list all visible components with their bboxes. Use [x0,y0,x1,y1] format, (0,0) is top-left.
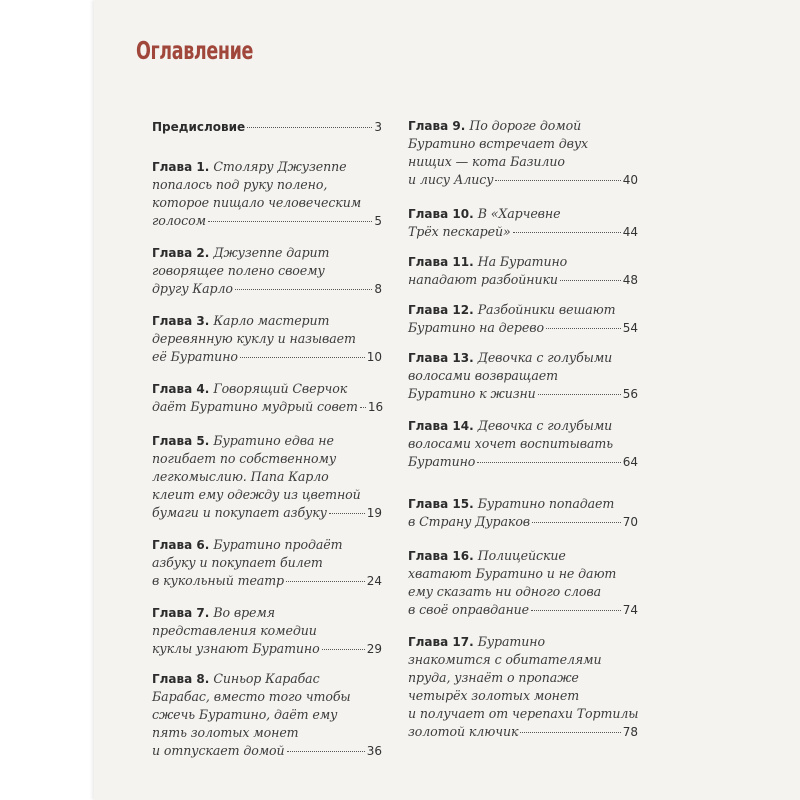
toc-entry [408,349,638,403]
toc-entry-text: представления комедии [152,623,317,638]
toc-entry-text: нищих — кота Базилио [408,154,565,169]
toc-entry [408,117,638,189]
toc-entry-text: Буратино на дерево [408,320,544,335]
toc-entry-lead: Глава 7. [152,606,210,620]
toc-entry [408,417,638,471]
toc-entry-line [408,547,638,565]
toc-entry-line [152,450,382,468]
toc-entry-line [152,432,382,450]
toc-entry-line [408,153,638,171]
book-page [94,0,800,800]
dot-leader [546,328,621,329]
toc-page-number: 19 [366,506,382,520]
toc-entry-text: в своё оправдание [408,602,529,617]
toc-entry-text: четырёх золотых монет [408,688,580,703]
toc-page-number: 54 [622,321,638,335]
toc-entry-text: Буратино [477,634,545,649]
toc-entry-line [152,604,382,622]
dot-leader [208,221,372,222]
toc-page-number: 24 [366,574,382,588]
toc-entry-last-line [408,319,638,337]
toc-entry-text: Трёх пескарей» [408,224,511,239]
toc-page-number: 16 [367,400,384,414]
toc-entry-lead: Глава 11. [408,255,474,269]
toc-entry-text: Буратино встречает двух [408,136,589,151]
toc-entry-last-line [408,513,638,531]
toc-entry-text: в Страну Дураков [408,514,531,529]
toc-entry-text: Буратино [408,454,476,469]
toc-entry-line [408,565,638,583]
toc-entry-text: Буратино едва не [213,433,334,448]
toc-entry-line [408,135,638,153]
toc-entry-line [152,176,382,194]
toc-entry [152,604,382,658]
dot-leader [322,649,365,650]
toc-entry-last-line [408,223,638,241]
page-title: Оглавление [136,36,254,65]
toc-entry [408,301,638,337]
toc-entry-text: хватают Буратино и не дают [408,566,617,581]
toc-entry-last-line [152,348,382,366]
toc-entry-line [408,435,638,453]
toc-entry-text: Девочка с голубыми [477,418,613,433]
toc-entry-text: знакомится с обитателями [408,652,602,667]
toc-entry-line [152,468,382,486]
toc-entry-text: Синьор Карабас [213,671,320,686]
toc-entry-line [408,705,638,723]
toc-page-number: 29 [366,642,382,656]
toc-entry [152,118,382,136]
toc-entry-lead: Глава 5. [152,434,210,448]
dot-leader [287,751,365,752]
toc-entry-lead: Глава 3. [152,314,210,328]
toc-entry-last-line [152,504,382,522]
dot-leader [538,394,621,395]
toc-entry-line [152,688,382,706]
dot-leader [360,407,366,408]
toc-page-number: 78 [622,725,638,739]
toc-entry-line [152,262,382,280]
dot-leader [240,357,365,358]
toc-entry-lead: Глава 15. [408,497,474,511]
dot-leader [329,513,365,514]
toc-entry-line [408,495,638,513]
toc-entry-line [408,687,638,705]
toc-entry-lead: Глава 12. [408,303,474,317]
toc-page-number: 8 [374,282,382,296]
dot-leader [531,610,621,611]
toc-entry-line [152,670,382,688]
toc-entry-lead: Глава 13. [408,351,474,365]
toc-entry-last-line [408,723,638,741]
toc-entry-text: ему сказать ни одного слова [408,584,602,599]
toc-entry-text: клеит ему одежду из цветной [152,487,361,502]
toc-entry-text: азбуку и покупает билет [152,555,323,570]
toc-entry [152,670,382,760]
toc-entry-line [152,486,382,504]
toc-entry-text: волосами хочет воспитывать [408,436,613,451]
toc-entry-text: погибает по собственному [152,451,337,466]
toc-entry-line [152,554,382,572]
toc-entry-text: другу Карло [152,281,233,296]
toc-entry-line [408,651,638,669]
toc-entry-line [152,312,382,330]
toc-entry-line [408,301,638,319]
toc-page-number: 5 [374,214,382,228]
toc-page-number: 44 [622,225,638,239]
toc-entry-text: На Буратино [477,254,568,269]
toc-entry-line [152,380,382,398]
dot-leader [235,289,373,290]
toc-entry-last-line [152,280,382,298]
toc-entry-text: Джузеппе дарит [213,245,330,260]
toc-entry-line [152,330,382,348]
toc-entry-text: даёт Буратино мудрый совет [152,399,358,414]
toc-entry-text: в кукольный театр [152,573,285,588]
toc-entry-line [152,622,382,640]
toc-entry-line [408,669,638,687]
toc-entry [408,205,638,241]
toc-entry [408,253,638,289]
toc-entry-text: Полицейские [477,548,566,563]
toc-entry-line [152,158,382,176]
toc-entry-last-line [152,398,382,416]
toc-entry-lead: Предисловие [152,120,246,134]
toc-entry-line [408,633,638,651]
toc-entry [152,432,382,522]
toc-entry-text: Буратино попадает [477,496,615,511]
toc-page-number: 74 [622,603,638,617]
toc-entry-last-line [408,171,638,189]
toc-entry-text: Буратино продаёт [213,537,343,552]
toc-entry-line [408,583,638,601]
toc-entry [408,547,638,619]
dot-leader [247,127,372,128]
dot-leader [520,732,620,733]
toc-entry-line [152,706,382,724]
toc-entry-line [152,724,382,742]
toc-entry-text: Барабас, вместо того чтобы [152,689,351,704]
toc-entry-last-line [152,742,382,760]
toc-entry-text: бумаги и покупает азбуку [152,505,327,520]
toc-entry-lead: Глава 6. [152,538,210,552]
toc-page-number: 40 [622,173,638,187]
toc-entry-lead: Глава 1. [152,160,210,174]
toc-entry-text: Столяру Джузеппе [213,159,347,174]
toc-entry-lead: Глава 9. [408,119,466,133]
toc-entry-lead: Глава 14. [408,419,474,433]
toc-entry-text: Говорящий Сверчок [213,381,348,396]
toc-entry-text: Буратино к жизни [408,386,536,401]
toc-entry-text: пять золотых монет [152,725,299,740]
toc-entry-text: и отпускает домой [152,743,285,758]
toc-entry-last-line [152,118,382,136]
toc-entry-text: Карло мастерит [213,313,330,328]
toc-page-number: 56 [622,387,638,401]
dot-leader [532,522,621,523]
toc-entry-line [408,205,638,223]
toc-page-number: 3 [374,120,382,134]
dot-leader [513,232,621,233]
toc-entry-text: В «Харчевне [477,206,561,221]
toc-entry-last-line [408,385,638,403]
toc-entry-line [152,536,382,554]
toc-entry-text: голосом [152,213,206,228]
toc-page-number: 36 [366,744,382,758]
toc-entry-line [152,194,382,212]
toc-entry-line [408,253,638,271]
toc-entry-text: По дороге домой [469,118,582,133]
dot-leader [495,180,620,181]
toc-entry-lead: Глава 16. [408,549,474,563]
toc-entry-line [408,367,638,385]
dot-leader [477,462,620,463]
toc-entry-lead: Глава 2. [152,246,210,260]
toc-entry-text: сжечь Буратино, даёт ему [152,707,338,722]
toc-page-number: 48 [622,273,638,287]
toc-entry-line [408,417,638,435]
toc-entry-text: деревянную куклу и называет [152,331,356,346]
toc-entry-text: Разбойники вешают [477,302,616,317]
toc-entry [152,380,382,416]
toc-entry [152,312,382,366]
toc-entry-line [408,117,638,135]
toc-entry-text: легкомыслию. Папа Карло [152,469,329,484]
toc-entry-last-line [408,601,638,619]
toc-entry-last-line [152,640,382,658]
toc-entry-line [152,244,382,262]
toc-entry-last-line [152,572,382,590]
dot-leader [286,581,365,582]
toc-entry-lead: Глава 10. [408,207,474,221]
toc-entry-text: нападают разбойники [408,272,558,287]
toc-entry-text: её Буратино [152,349,238,364]
toc-entry-lead: Глава 17. [408,635,474,649]
toc-entry-last-line [408,453,638,471]
toc-entry-text: которое пищало человеческим [152,195,362,210]
toc-entry-text: говорящее полено своему [152,263,325,278]
toc-entry-lead: Глава 8. [152,672,210,686]
toc-entry-text: волосами возвращает [408,368,558,383]
toc-page-number: 70 [622,515,638,529]
toc-entry [152,536,382,590]
toc-entry-text: куклы узнают Буратино [152,641,320,656]
toc-entry-last-line [408,271,638,289]
dot-leader [560,280,621,281]
toc-entry-line [408,349,638,367]
toc-entry [152,244,382,298]
toc-entry-text: и получает от черепахи Тортилы [408,706,639,721]
toc-page-number: 64 [622,455,638,469]
toc-entry-text: и лису Алису [408,172,494,187]
toc-entry-text: золотой ключик [408,724,519,739]
toc-entry [152,158,382,230]
toc-entry-last-line [152,212,382,230]
toc-entry [408,633,638,741]
toc-entry-text: Девочка с голубыми [477,350,613,365]
toc-entry-lead: Глава 4. [152,382,210,396]
toc-page-number: 10 [366,350,382,364]
toc-entry-text: пруда, узнаёт о пропаже [408,670,579,685]
toc-entry-text: Во время [213,605,275,620]
toc-entry-text: попалось под руку полено, [152,177,328,192]
toc-entry [408,495,638,531]
